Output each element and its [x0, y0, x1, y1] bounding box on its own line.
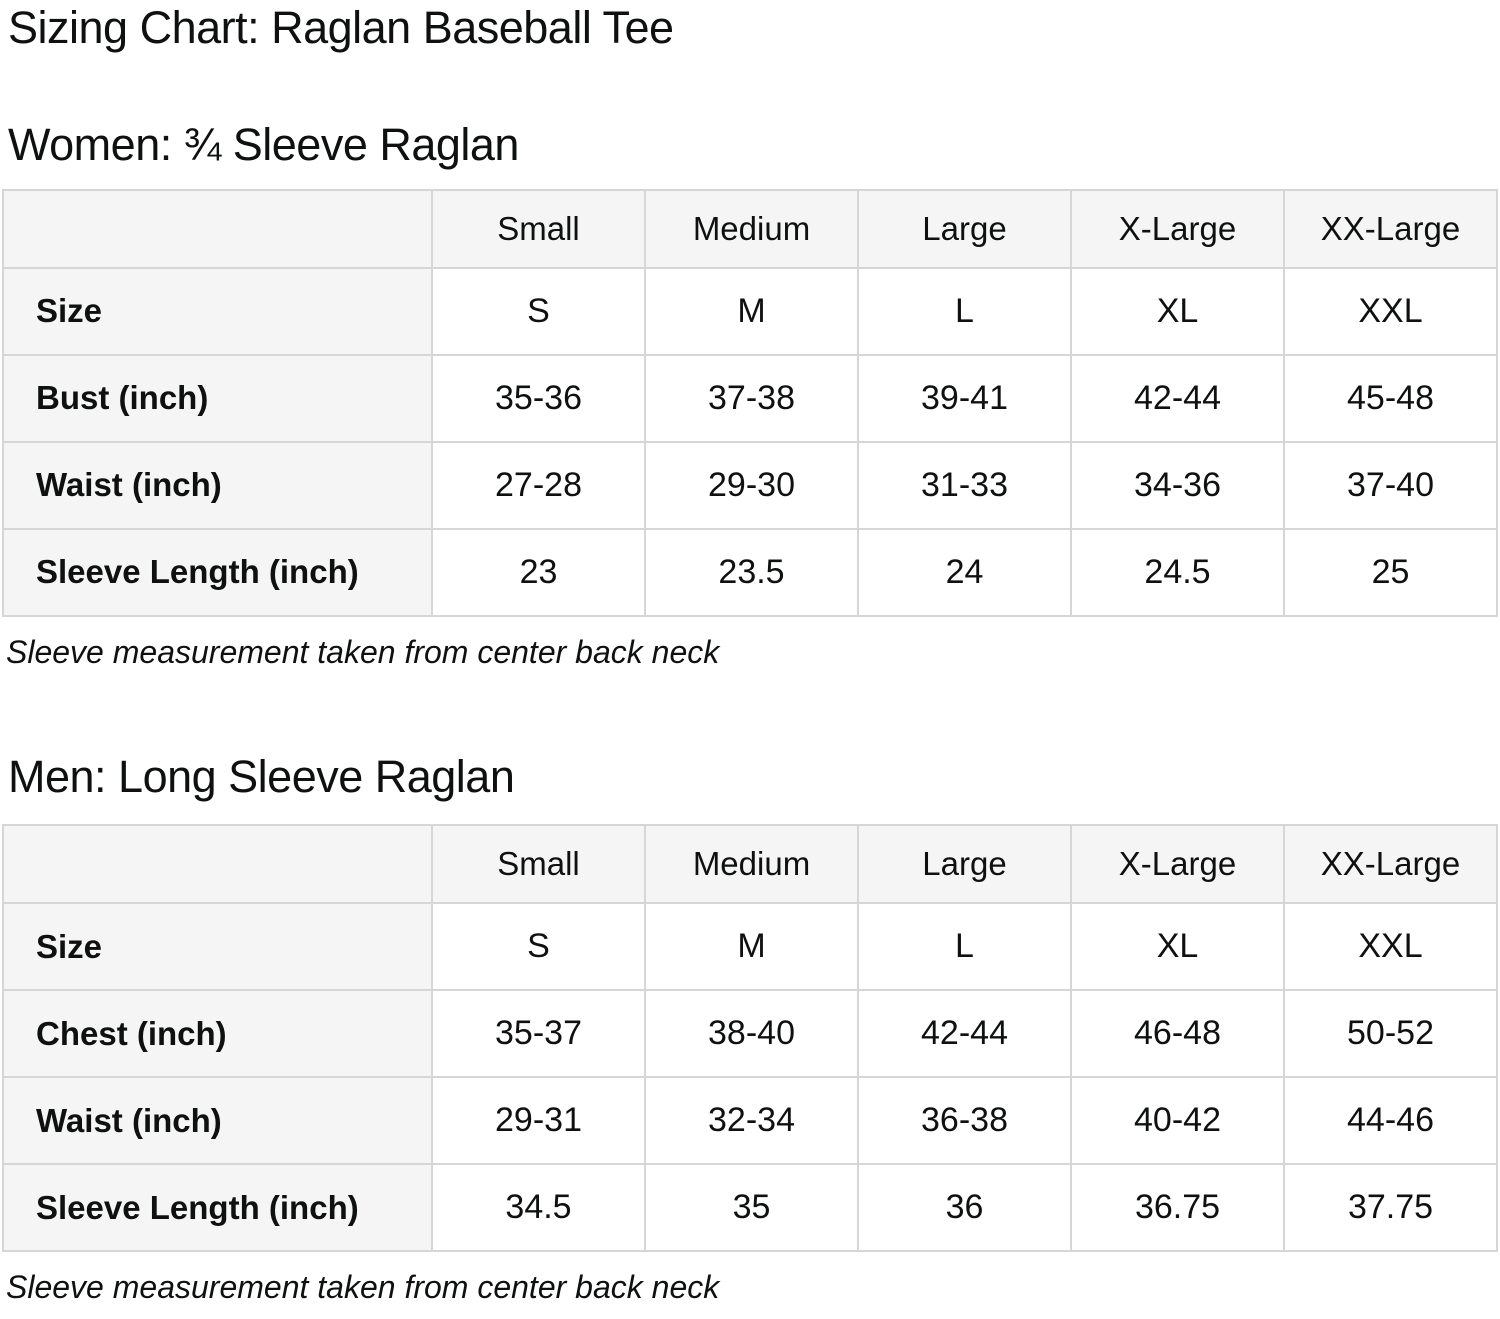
women-sleeve-note: Sleeve measurement taken from center back neck	[6, 633, 720, 670]
value-cell: 46-48	[1071, 990, 1284, 1077]
value-cell: 45-48	[1284, 355, 1497, 442]
row-label-cell: Size	[3, 903, 432, 990]
value-cell: 24.5	[1071, 529, 1284, 616]
row-label-cell: Sleeve Length (inch)	[3, 529, 432, 616]
table-row-sleeve-length	[3, 1164, 1497, 1251]
table-header-row	[3, 190, 1497, 268]
men-sizing-table	[2, 824, 1498, 1252]
value-cell: 29-31	[432, 1077, 645, 1164]
value-cell: M	[645, 268, 858, 355]
value-cell: L	[858, 268, 1071, 355]
table-row-size	[3, 268, 1497, 355]
value-cell: 35-37	[432, 990, 645, 1077]
value-cell: 36-38	[858, 1077, 1071, 1164]
table-row-waist	[3, 442, 1497, 529]
value-cell: 36.75	[1071, 1164, 1284, 1251]
value-cell: S	[432, 268, 645, 355]
value-cell: 25	[1284, 529, 1497, 616]
table-row-bust	[3, 355, 1497, 442]
value-cell: 40-42	[1071, 1077, 1284, 1164]
value-cell: 23	[432, 529, 645, 616]
value-cell: 44-46	[1284, 1077, 1497, 1164]
value-cell: 23.5	[645, 529, 858, 616]
value-cell: 42-44	[858, 990, 1071, 1077]
value-cell: 50-52	[1284, 990, 1497, 1077]
header-cell-blank	[3, 825, 432, 903]
header-cell-large: Large	[858, 190, 1071, 268]
value-cell: M	[645, 903, 858, 990]
value-cell: 37-38	[645, 355, 858, 442]
table-row-sleeve-length	[3, 529, 1497, 616]
header-cell-medium: Medium	[645, 190, 858, 268]
value-cell: 31-33	[858, 442, 1071, 529]
header-cell-blank	[3, 190, 432, 268]
table-row-chest	[3, 990, 1497, 1077]
value-cell: 42-44	[1071, 355, 1284, 442]
table-row-size	[3, 903, 1497, 990]
header-cell-xx-large: XX-Large	[1284, 190, 1497, 268]
value-cell: XL	[1071, 903, 1284, 990]
header-cell-x-large: X-Large	[1071, 190, 1284, 268]
value-cell: 38-40	[645, 990, 858, 1077]
value-cell: 34-36	[1071, 442, 1284, 529]
value-cell: L	[858, 903, 1071, 990]
value-cell: 34.5	[432, 1164, 645, 1251]
row-label-cell: Sleeve Length (inch)	[3, 1164, 432, 1251]
value-cell: 32-34	[645, 1077, 858, 1164]
value-cell: 29-30	[645, 442, 858, 529]
value-cell: 37.75	[1284, 1164, 1497, 1251]
header-cell-medium: Medium	[645, 825, 858, 903]
value-cell: 27-28	[432, 442, 645, 529]
women-sizing-table	[2, 189, 1498, 617]
header-cell-xx-large: XX-Large	[1284, 825, 1497, 903]
row-label-cell: Bust (inch)	[3, 355, 432, 442]
section-heading-women: Women: ¾ Sleeve Raglan	[8, 119, 519, 171]
value-cell: XXL	[1284, 903, 1497, 990]
value-cell: 35	[645, 1164, 858, 1251]
value-cell: 35-36	[432, 355, 645, 442]
value-cell: S	[432, 903, 645, 990]
men-sleeve-note: Sleeve measurement taken from center back neck	[6, 1269, 720, 1306]
value-cell: 39-41	[858, 355, 1071, 442]
row-label-cell: Size	[3, 268, 432, 355]
table-row-waist	[3, 1077, 1497, 1164]
row-label-cell: Chest (inch)	[3, 990, 432, 1077]
value-cell: XXL	[1284, 268, 1497, 355]
header-cell-x-large: X-Large	[1071, 825, 1284, 903]
value-cell: 37-40	[1284, 442, 1497, 529]
row-label-cell: Waist (inch)	[3, 1077, 432, 1164]
value-cell: 36	[858, 1164, 1071, 1251]
page-title: Sizing Chart: Raglan Baseball Tee	[8, 2, 674, 53]
value-cell: 24	[858, 529, 1071, 616]
row-label-cell: Waist (inch)	[3, 442, 432, 529]
header-cell-large: Large	[858, 825, 1071, 903]
header-cell-small: Small	[432, 825, 645, 903]
value-cell: XL	[1071, 268, 1284, 355]
section-heading-men: Men: Long Sleeve Raglan	[8, 750, 515, 802]
table-header-row	[3, 825, 1497, 903]
header-cell-small: Small	[432, 190, 645, 268]
